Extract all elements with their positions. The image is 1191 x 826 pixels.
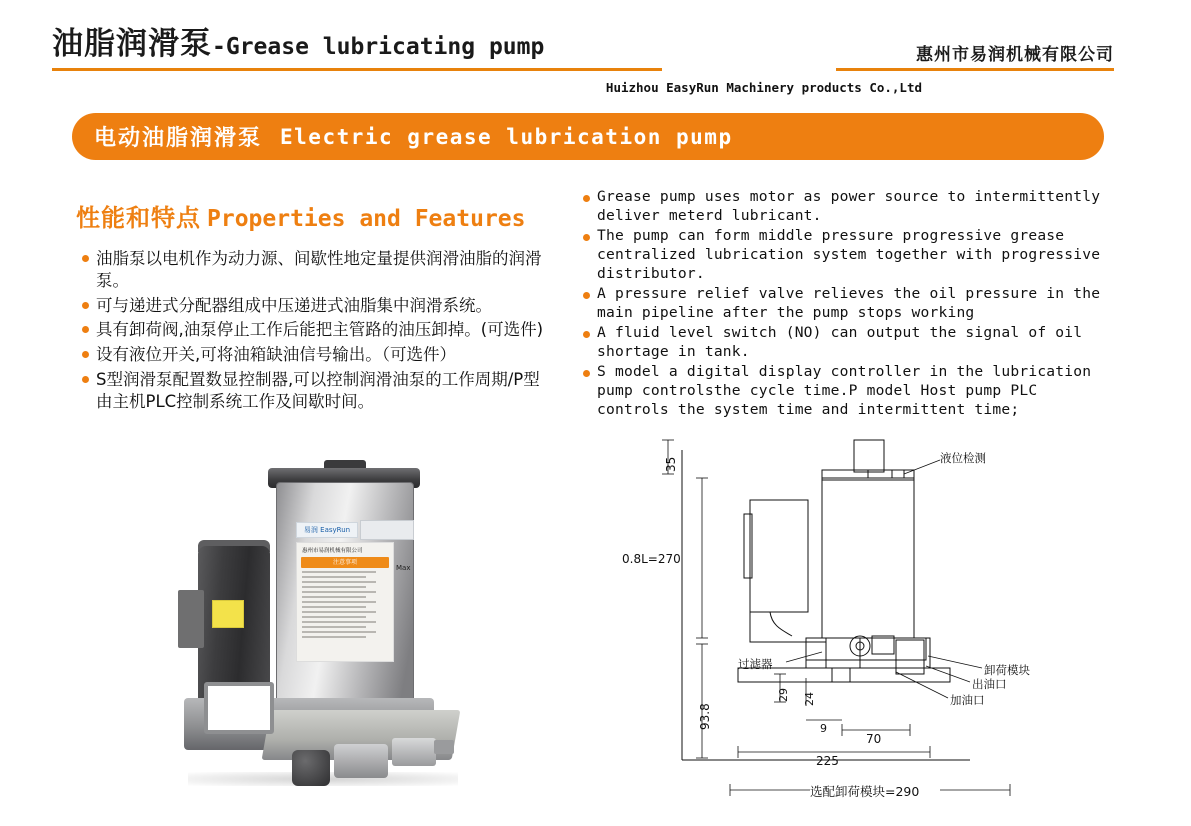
list-item: 具有卸荷阀,油泵停止工作后能把主管路的油压卸掉。(可选件) — [82, 319, 552, 341]
drawing-svg — [610, 430, 1130, 810]
technical-drawing — [610, 430, 1130, 810]
list-item: 可与递进式分配器组成中压递进式油脂集中润滑系统。 — [82, 295, 552, 317]
label-unload-module: 卸荷模块 — [984, 663, 1030, 677]
mounting-bracket — [204, 682, 274, 734]
notice-label-title: 注意事项 — [301, 557, 389, 568]
max-level-mark: Max — [396, 564, 411, 572]
label-oil-outlet: 出油口 — [972, 677, 1007, 691]
outlet-nozzle — [434, 740, 454, 754]
company-underline — [836, 68, 1114, 71]
title-underline — [52, 68, 662, 71]
notice-label-sub: 惠州市易润机械有限公司 — [302, 548, 363, 554]
properties-heading-zh: 性能和特点 — [76, 204, 201, 232]
dim-tank-volume: 0.8L=270 — [622, 552, 681, 566]
notice-label — [296, 542, 394, 662]
dim-height-938: 93.8 — [698, 703, 712, 730]
company-name-zh: 惠州市易润机械有限公司 — [916, 45, 1114, 65]
label-filter: 过滤器 — [738, 657, 773, 671]
motor-junction-box — [178, 590, 204, 648]
valve-block-secondary — [392, 738, 436, 766]
page-title-zh: 油脂润滑泵 — [52, 26, 212, 62]
spec-label — [360, 520, 414, 540]
label-oil-filler: 加油口 — [950, 693, 985, 707]
page-title-en: -Grease lubricating pump — [212, 34, 545, 60]
list-item: 油脂泵以电机作为动力源、间歇性地定量提供润滑油脂的润滑泵。 — [82, 248, 552, 292]
notice-label-lines — [302, 571, 388, 638]
company-name-en: Huizhou EasyRun Machinery products Co.,Ltd — [605, 80, 922, 95]
product-photo — [148, 460, 508, 800]
dim-70: 70 — [866, 732, 882, 746]
banner-label-zh: 电动油脂润滑泵 — [94, 126, 263, 151]
list-item: A fluid level switch (NO) can output the signal of oil shortage in tank. — [583, 324, 1113, 362]
label-level-detect: 液位检测 — [940, 451, 986, 465]
valve-block — [334, 744, 388, 778]
list-item: A pressure relief valve relieves the oil pressure in the main pipeline after the pump stops working — [583, 285, 1113, 323]
dim-9: 9 — [820, 722, 827, 735]
warning-sticker — [212, 600, 244, 628]
brand-label: 易润 EasyRun — [296, 522, 358, 538]
list-item: S型润滑泵配置数显控制器,可以控制润滑油泵的工作周期/P型由主机PLC控制系统工作及间歇时间。 — [82, 369, 552, 413]
document-header — [52, 18, 1152, 95]
dim-29: 29 — [777, 688, 790, 702]
banner-label-en: Electric grease lubrication pump — [280, 124, 733, 149]
section-banner — [72, 113, 1104, 160]
list-item: The pump can form middle pressure progressive grease centralized lubrication system together with progressive distributor. — [583, 227, 1113, 284]
dim-225: 225 — [816, 754, 839, 768]
dim-top-35: 35 — [664, 456, 678, 472]
list-item: S model a digital display controller in the lubrication pump controlsthe cycle time.P model Host pump PLC controls the system time and intermittent time; — [583, 363, 1113, 420]
properties-heading-en: Properties and Features — [207, 206, 526, 232]
properties-heading — [76, 198, 526, 233]
label-option-unload: 选配卸荷模块=290 — [810, 784, 920, 799]
list-item: 设有液位开关,可将油箱缺油信号输出。（可选件） — [82, 344, 552, 366]
dim-24: 24 — [803, 692, 816, 706]
control-knob — [292, 750, 330, 786]
features-list-en — [583, 188, 1113, 421]
list-item: Grease pump uses motor as power source to intermittently deliver meterd lubricant. — [583, 188, 1113, 226]
features-list-zh — [82, 248, 552, 415]
